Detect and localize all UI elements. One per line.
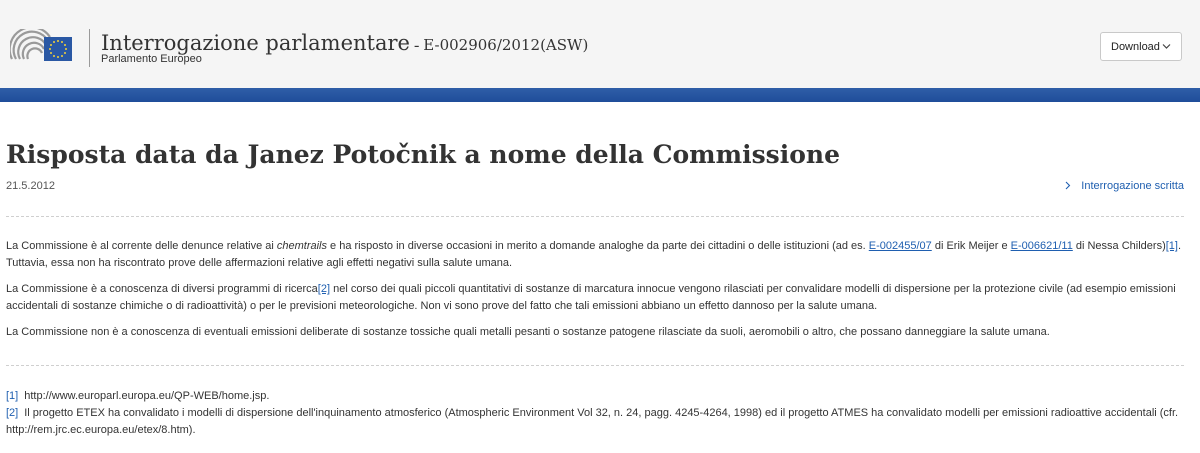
text-span: . Tuttavia, essa non ha riscontrato prove delle affermazioni relative agli effetti negativi sulla salute umana. xyxy=(6,240,1182,269)
divider-bottom xyxy=(6,365,1184,366)
answer-paragraph-3: La Commissione non è a conoscenza di eventuali emissioni deliberate di sostanze tossiche quali metalli pesanti o sostanze patogene rilasciate da suoli, aeromobili o altro, che possano danneggiare la salute umana. xyxy=(6,326,1050,338)
written-question-link[interactable] xyxy=(1065,180,1184,192)
answer-paragraph-2 xyxy=(6,281,1196,315)
text-emphasis: chemtrails xyxy=(276,240,327,252)
text-span: di Erik Meijer e xyxy=(931,240,1011,252)
footnote-item xyxy=(6,405,1196,439)
answer-paragraph-1 xyxy=(6,238,1196,272)
logo-divider xyxy=(89,29,90,67)
download-button[interactable] xyxy=(1100,32,1182,61)
question-reference: E-002906/2012(ASW) xyxy=(423,36,589,54)
text-span: La Commissione è a conoscenza di diversi programmi di ricerca xyxy=(6,283,318,295)
footnote-text-1: http://www.europarl.europa.eu/QP-WEB/home.jsp. xyxy=(24,390,270,402)
chevron-right-icon xyxy=(1065,181,1071,190)
brand-bar xyxy=(0,88,1200,102)
text-span: e ha risposto in diverse occasioni in merito a domande analoghe da parte dei cittadini o delle istituzioni (ad es. xyxy=(327,240,869,252)
footnote-number-1[interactable]: [1] xyxy=(6,390,19,402)
link-e-002455-07[interactable]: E-002455/07 xyxy=(868,240,932,252)
written-question-link-label: Interrogazione scritta xyxy=(1081,180,1184,192)
title-separator: - xyxy=(409,37,424,54)
answer-body xyxy=(6,238,1196,350)
footnote-ref-1[interactable]: [1] xyxy=(1165,240,1178,252)
chevron-down-icon xyxy=(1162,43,1171,50)
answer-title: Risposta data da Janez Potočnik a nome della Commissione xyxy=(6,140,840,169)
institution-name: Parlamento Europeo xyxy=(101,53,202,65)
footnotes xyxy=(6,388,1196,439)
download-button-label: Download xyxy=(1111,40,1160,53)
text-span: di Nessa Childers) xyxy=(1072,240,1166,252)
text-span: La Commissione è al corrente delle denunce relative ai xyxy=(6,240,277,252)
footnote-ref-2[interactable]: [2] xyxy=(317,283,331,295)
footnote-item xyxy=(6,388,1196,405)
text-span: nel corso dei quali piccoli quantitativi di sostanze di marcatura innocue vengono rilasciati per convalidare modelli di dispersione per la protezione civile (ad esempio emissioni accidentali di sostanze chimiche o di radioattività) o per le previsioni meteorologiche. Non vi sono prove del fatto che tali emissioni abbiano un effetto dannoso per la salute umana. xyxy=(6,283,1176,312)
footnote-number-2[interactable]: [2] xyxy=(6,407,19,419)
divider-top xyxy=(6,216,1184,217)
link-e-006621-11[interactable]: E-006621/11 xyxy=(1010,240,1073,252)
site-header xyxy=(0,0,1200,88)
footnote-text-2: Il progetto ETEX ha convalidato i modelli di dispersione dell'inquinamento atmosferico (Atmospheric Environment Vol 32, n. 24, pagg. 4245-4264, 1998) ed il progetto ATMES ha convalidato modelli per emissioni radioattive accidentali (cfr. http://rem.jrc.ec.europa.eu/etex/8.htm). xyxy=(6,407,1179,436)
page-title-main: Interrogazione parlamentare xyxy=(101,31,410,55)
page-title xyxy=(101,31,588,55)
european-parliament-logo-icon[interactable] xyxy=(10,29,74,65)
answer-date: 21.5.2012 xyxy=(6,180,55,192)
